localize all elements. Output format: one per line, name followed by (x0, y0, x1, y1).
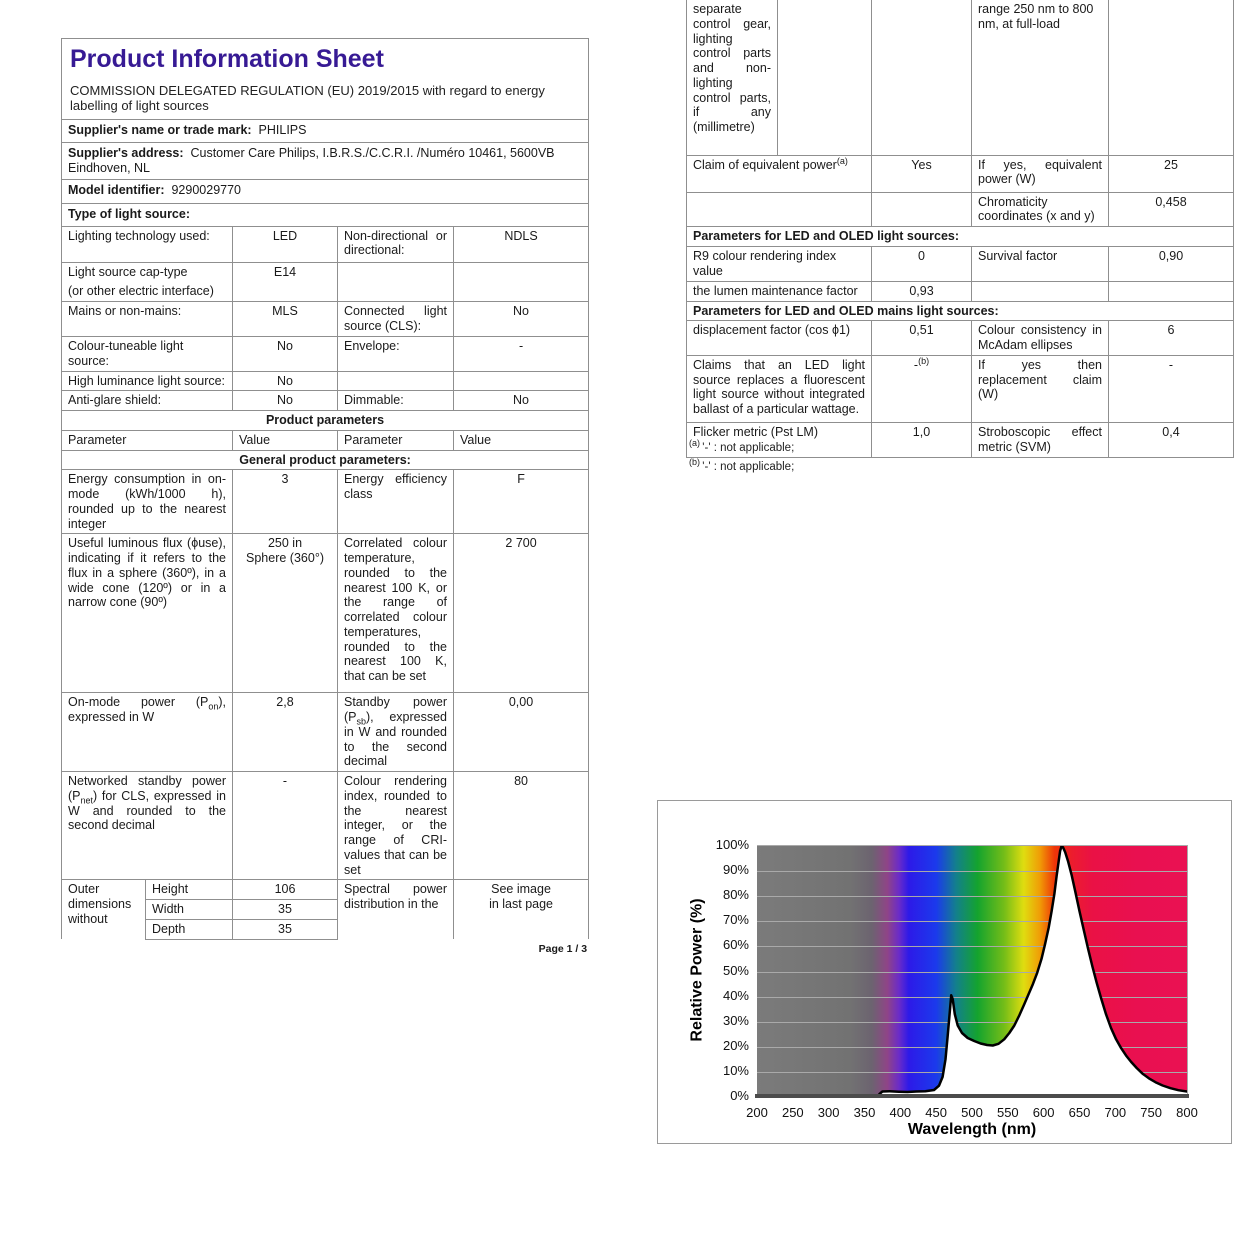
spd-y-tick-label: 50% (722, 962, 749, 978)
column-header-cell: Value (454, 430, 589, 450)
page-subtitle: COMMISSION DELEGATED REGULATION (EU) 2019/2015 with regard to energy labelling of light sources (70, 82, 545, 113)
param-cell: displacement factor (cos ϕ1) (687, 321, 872, 356)
footnote-a: $^{(a)}$ '-' : not applicable; (689, 438, 795, 454)
value-cell: -$^{(b)}$ (872, 355, 972, 422)
param-cell: Claims that an LED light source replaces a fluorescent light source without integrated ballast of a particular wattage. (687, 355, 872, 422)
param-cell: Energy consumption in on-mode (kWh/1000 h), rounded up to the nearest integer (62, 470, 233, 534)
param-cell: Mains or non-mains: (62, 302, 233, 337)
title-block (62, 39, 589, 120)
dimension-value-cell: 106 (233, 880, 338, 900)
cap-type-line2: (or other electric interface) (68, 284, 214, 299)
supplier-address-row (62, 143, 589, 180)
param-cell: Lighting technology used: (62, 226, 233, 262)
param-cell (338, 371, 454, 391)
value-cell: 1,0 (872, 422, 972, 457)
param-cell: Colour rendering index, rounded to the nearest integer, or the range of CRI-values that can be set (338, 772, 454, 880)
dimension-value-cell: 35 (233, 900, 338, 920)
supplier-address-value: Customer Care Philips, I.B.R.S./C.C.R.I. /Numéro 10461, 5600VB Eindhoven, NL (68, 146, 555, 175)
spd-x-tick-label: 650 (1068, 1105, 1091, 1120)
value-cell: F (454, 470, 589, 534)
param-cell (62, 262, 233, 302)
spd-x-tick-label: 500 (961, 1105, 983, 1120)
value-cell: No (233, 391, 338, 411)
spd-x-tick-label: 400 (889, 1105, 912, 1120)
param-cell: If yes then replacement claim (W) (972, 355, 1109, 422)
param-cell: Correlated colour temperature, rounded to the nearest 100 K, or the range of correlated colour temperatures, rounded to the nearest 100 K, that can be set (338, 534, 454, 693)
empty-cell (872, 0, 972, 155)
spd-y-tick-label: 10% (722, 1062, 749, 1078)
cap-type-line1: Light source cap-type (68, 264, 188, 279)
value-cell: 250 in Sphere (360°) (233, 534, 338, 693)
spd-x-tick-label: 750 (1140, 1105, 1162, 1120)
spd-y-tick-label: 70% (722, 912, 749, 928)
param-cell: Energy efficiency class (338, 470, 454, 534)
value-cell: - (233, 772, 338, 880)
model-identifier-label: Model identifier: (68, 182, 165, 197)
empty-cell (1109, 281, 1234, 301)
value-cell: 0,90 (1109, 247, 1234, 282)
value-cell: 80 (454, 772, 589, 880)
spd-y-tick-label: 100% (715, 837, 749, 852)
value-cell: 0,93 (872, 281, 972, 301)
spd-y-tick-label: 20% (722, 1037, 749, 1053)
dimension-value-cell: 35 (233, 919, 338, 939)
product-info-table-page2 (686, 0, 1234, 458)
empty-cell (778, 0, 872, 155)
param-cell: R9 colour rendering index value (687, 247, 872, 282)
spd-chart (657, 800, 1232, 1144)
value-cell (454, 371, 589, 391)
spd-x-tick-label: 300 (817, 1105, 840, 1120)
column-header-cell: Value (233, 430, 338, 450)
param-cell: High luminance light source: (62, 371, 233, 391)
empty-cell (687, 192, 872, 227)
value-cell: 0,51 (872, 321, 972, 356)
empty-cell (872, 192, 972, 227)
general-parameters-header: General product parameters: (62, 450, 589, 470)
empty-cell (972, 281, 1109, 301)
spectral-distribution-label-cell: Spectral power distribution in the (338, 880, 454, 939)
outer-dimensions-continuation-cell: separate control gear, lighting control parts and non-lighting control parts, if any (millimetre) (687, 0, 778, 155)
spd-x-tick-label: 700 (1104, 1105, 1127, 1120)
value-cell: LED (233, 226, 338, 262)
spd-x-tick-label: 250 (781, 1105, 804, 1120)
spd-y-tick-label: 90% (722, 862, 749, 878)
param-cell: Standby power $(P_{sb})$, expressed in W and rounded to the second decimal (338, 693, 454, 772)
spd-x-tick-label: 200 (746, 1105, 768, 1120)
page-number: Page 1 / 3 (538, 942, 588, 955)
product-info-table-page1 (61, 38, 589, 940)
value-cell: No (233, 337, 338, 372)
param-cell: Colour-tuneable light source: (62, 337, 233, 372)
footnotes (689, 438, 795, 479)
param-cell: the lumen maintenance factor (687, 281, 872, 301)
spd-x-tick-label: 550 (996, 1105, 1019, 1120)
dimension-label-cell: Depth (146, 919, 233, 939)
spd-plot-area (757, 845, 1188, 1097)
param-cell: On-mode power $(P_{on})$, expressed in W (62, 693, 233, 772)
spd-y-tick-label: 60% (722, 937, 749, 953)
spd-y-tick-label: 40% (722, 987, 749, 1003)
supplier-address-label: Supplier's address: (68, 146, 184, 161)
param-cell: Anti-glare shield: (62, 391, 233, 411)
value-cell (454, 262, 589, 302)
value-cell: - (454, 337, 589, 372)
spd-x-tick-label: 450 (925, 1105, 947, 1120)
spectral-distribution-value-cell: See image in last page (454, 880, 589, 939)
value-cell: NDLS (454, 226, 589, 262)
value-cell: 0 (872, 247, 972, 282)
dimension-label-cell: Height (146, 880, 233, 900)
footnote-b: $^{(b)}$ '-' : not applicable; (689, 456, 795, 473)
param-cell: Dimmable: (338, 391, 454, 411)
value-cell: Yes (872, 155, 972, 192)
value-cell: 2,8 (233, 693, 338, 772)
empty-cell (1109, 0, 1234, 155)
param-cell: Networked standby power $(P_{net})$ for CLS, expressed in W and rounded to the second decimal (62, 772, 233, 880)
right-table-section (686, 0, 1234, 458)
param-cell (338, 262, 454, 302)
spd-x-tick-label: 350 (853, 1105, 876, 1120)
supplier-name-value: PHILIPS (258, 123, 307, 138)
param-cell: Claim of equivalent power$^{(a)}$ (687, 155, 872, 192)
spd-x-tick-label: 800 (1176, 1105, 1198, 1120)
value-cell: 2 700 (454, 534, 589, 693)
value-cell: 3 (233, 470, 338, 534)
param-cell: Connected light source (CLS): (338, 302, 454, 337)
spd-x-axis-title: Wavelength (nm) (907, 1121, 1037, 1138)
value-cell: No (233, 371, 338, 391)
type-of-light-source-header: Type of light source: (62, 203, 589, 226)
spd-y-tick-label: 30% (722, 1012, 749, 1028)
spd-x-axis-line (755, 1094, 1189, 1098)
param-cell: Colour consistency in McAdam ellipses (972, 321, 1109, 356)
value-cell: No (454, 391, 589, 411)
param-cell: If yes, equivalent power (W) (972, 155, 1109, 192)
spd-y-axis-title: Relative Power (%) (688, 898, 706, 1042)
value-cell: MLS (233, 302, 338, 337)
column-header-cell: Parameter (338, 430, 454, 450)
supplier-name-row (62, 120, 589, 143)
dimension-label-cell: Width (146, 900, 233, 920)
spd-y-tick-label: 0% (730, 1088, 749, 1103)
product-parameters-header: Product parameters (62, 411, 589, 431)
value-cell: - (1109, 355, 1234, 422)
model-identifier-value: 9290029770 (171, 182, 242, 197)
supplier-name-label: Supplier's name or trade mark: (68, 123, 252, 138)
param-cell: Envelope: (338, 337, 454, 372)
outer-dimensions-label-cell: Outer dimensions without (62, 880, 146, 939)
spectral-range-continuation-cell: range 250 nm to 800 nm, at full-load (972, 0, 1109, 155)
model-identifier-row (62, 179, 589, 203)
column-header-cell: Parameter (62, 430, 233, 450)
spd-curve (757, 846, 1187, 1097)
param-cell: Non-directional or directional: (338, 226, 454, 262)
value-cell: No (454, 302, 589, 337)
spd-x-tick-label: 600 (1032, 1105, 1055, 1120)
param-cell: Survival factor (972, 247, 1109, 282)
param-cell: Chromaticity coordinates (x and y) (972, 192, 1109, 227)
param-cell: Useful luminous flux (ϕuse), indicating if it refers to the flux in a sphere (360º), in a wide cone (120º) or in a narrow cone (90º) (62, 534, 233, 693)
value-cell: 25 (1109, 155, 1234, 192)
param-cell: Flicker metric (Pst LM) (687, 422, 872, 457)
value-cell: 0,4 (1109, 422, 1234, 457)
spd-y-tick-label: 80% (722, 887, 749, 903)
led-oled-parameters-header: Parameters for LED and OLED light sources: (687, 227, 1234, 247)
led-oled-mains-parameters-header: Parameters for LED and OLED mains light sources: (687, 301, 1234, 321)
value-cell: 6 (1109, 321, 1234, 356)
value-cell: 0,00 (454, 693, 589, 772)
value-cell: E14 (233, 262, 338, 302)
param-cell: Stroboscopic effect metric (SVM) (972, 422, 1109, 457)
left-table-section (61, 38, 589, 955)
value-cell: 0,458 (1109, 192, 1234, 227)
page-title: Product Information Sheet (70, 45, 384, 73)
